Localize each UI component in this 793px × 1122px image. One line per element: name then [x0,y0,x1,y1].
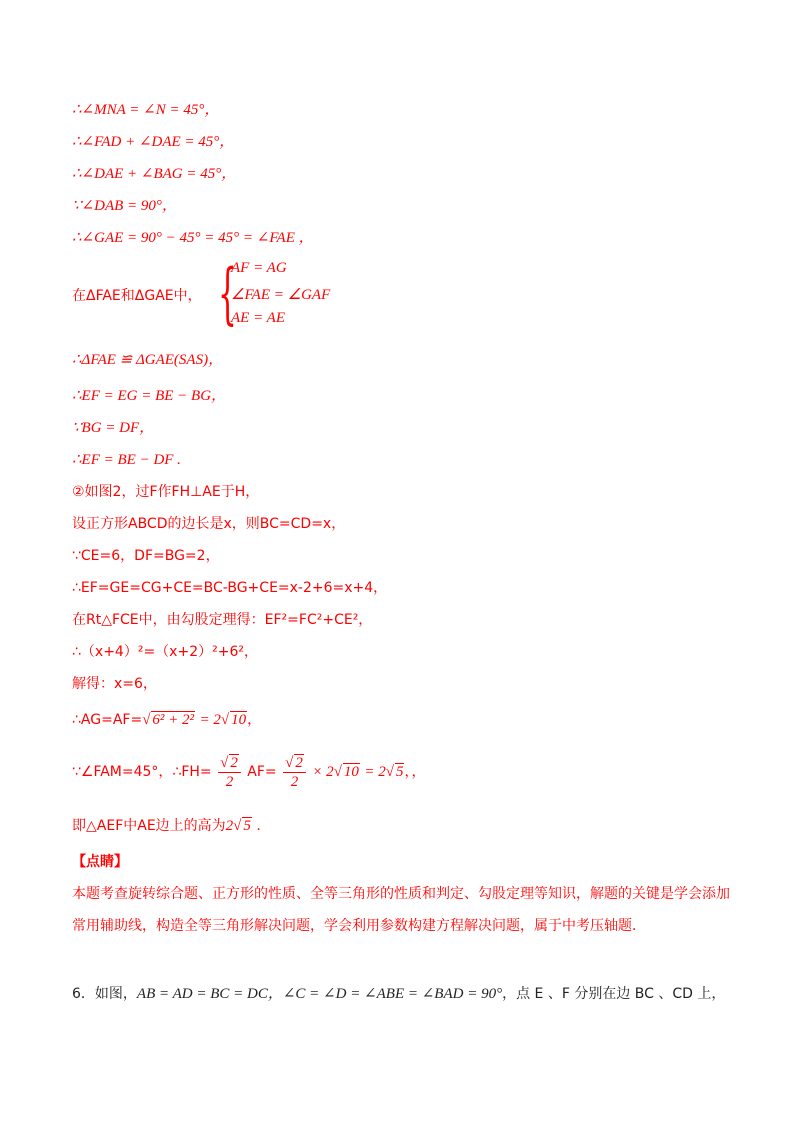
proof-line: ∴（x+4）²=（x+2）²+6²， [72,644,258,660]
proof-line: ∴∠DAE + ∠BAG = 45°， [72,166,237,182]
proof-line: ②如图2，过F作FH⊥AE于H， [72,484,260,500]
fraction: $\frac{√ 2}{2}$ [283,754,306,791]
system-row: AF = AG [231,260,287,276]
proof-line: 解得：x=6， [72,676,157,692]
comment-text: 本题考查旋转综合题、正方形的性质、全等三角形的性质和判定、勾股定理等知识，解题的关键是学会添加常用辅助线，构造全等三角形解决问题，学会利用参数构建方程解决问题，属于中考压轴题． [72,886,730,934]
ag-af-line: ∴AG=AF=√ 6² + 2² = 2√ 10， [72,712,262,728]
comment-title: 【点睛】 [72,854,128,870]
proof-line: ∵∠DAB = 90°， [72,198,177,214]
proof-line: ∵CE=6，DF=BG=2， [72,548,220,564]
question-6: 6．如图，AB = AD = BC = DC，∠C = ∠D = ∠ABE = ∠BAD = 90°，点 E 、F 分别在边 BC 、CD 上， [72,986,726,1002]
proof-line: ∴EF=GE=CG+CE=BC-BG+CE=x-2+6=x+4， [72,580,388,596]
proof-line: ∵BG = DF， [72,420,155,436]
fh-line: ∵∠FAM=45°，∴FH= $\frac{√ 2}{2}$ AF= $\frac{√ 2}{2}$ × 2√ 10 = 2√ 5，， [72,754,426,790]
fraction: $\frac{√ 2}{2}$ [218,754,241,791]
proof-line: ∴∠MNA = ∠N = 45°， [72,102,220,118]
proof-line: ∴ΔFAE ≌ ΔGAE(SAS)， [72,352,224,368]
system-row: ∠FAE = ∠GAF [231,287,331,303]
left-brace: { [218,255,237,332]
proof-line: 在Rt△FCE中，由勾股定理得：EF²=FC²+CE²， [72,612,373,628]
proof-line: ∴EF = BE − DF . [72,452,181,468]
proof-line: 设正方形ABCD的边长是x，则BC=CD=x， [72,516,346,532]
proof-line: ∴EF = EG = BE − BG， [72,388,227,404]
height-line: 即△AEF中AE边上的高为2√ 5 . [72,818,261,834]
proof-line: ∴∠GAE = 90° − 45° = 45° = ∠FAE ， [72,230,314,246]
proof-line: ∴∠FAD + ∠DAE = 45°， [72,134,235,150]
system-label: 在ΔFAE和ΔGAE中， [72,288,202,304]
system-row: AE = AE [231,310,286,326]
